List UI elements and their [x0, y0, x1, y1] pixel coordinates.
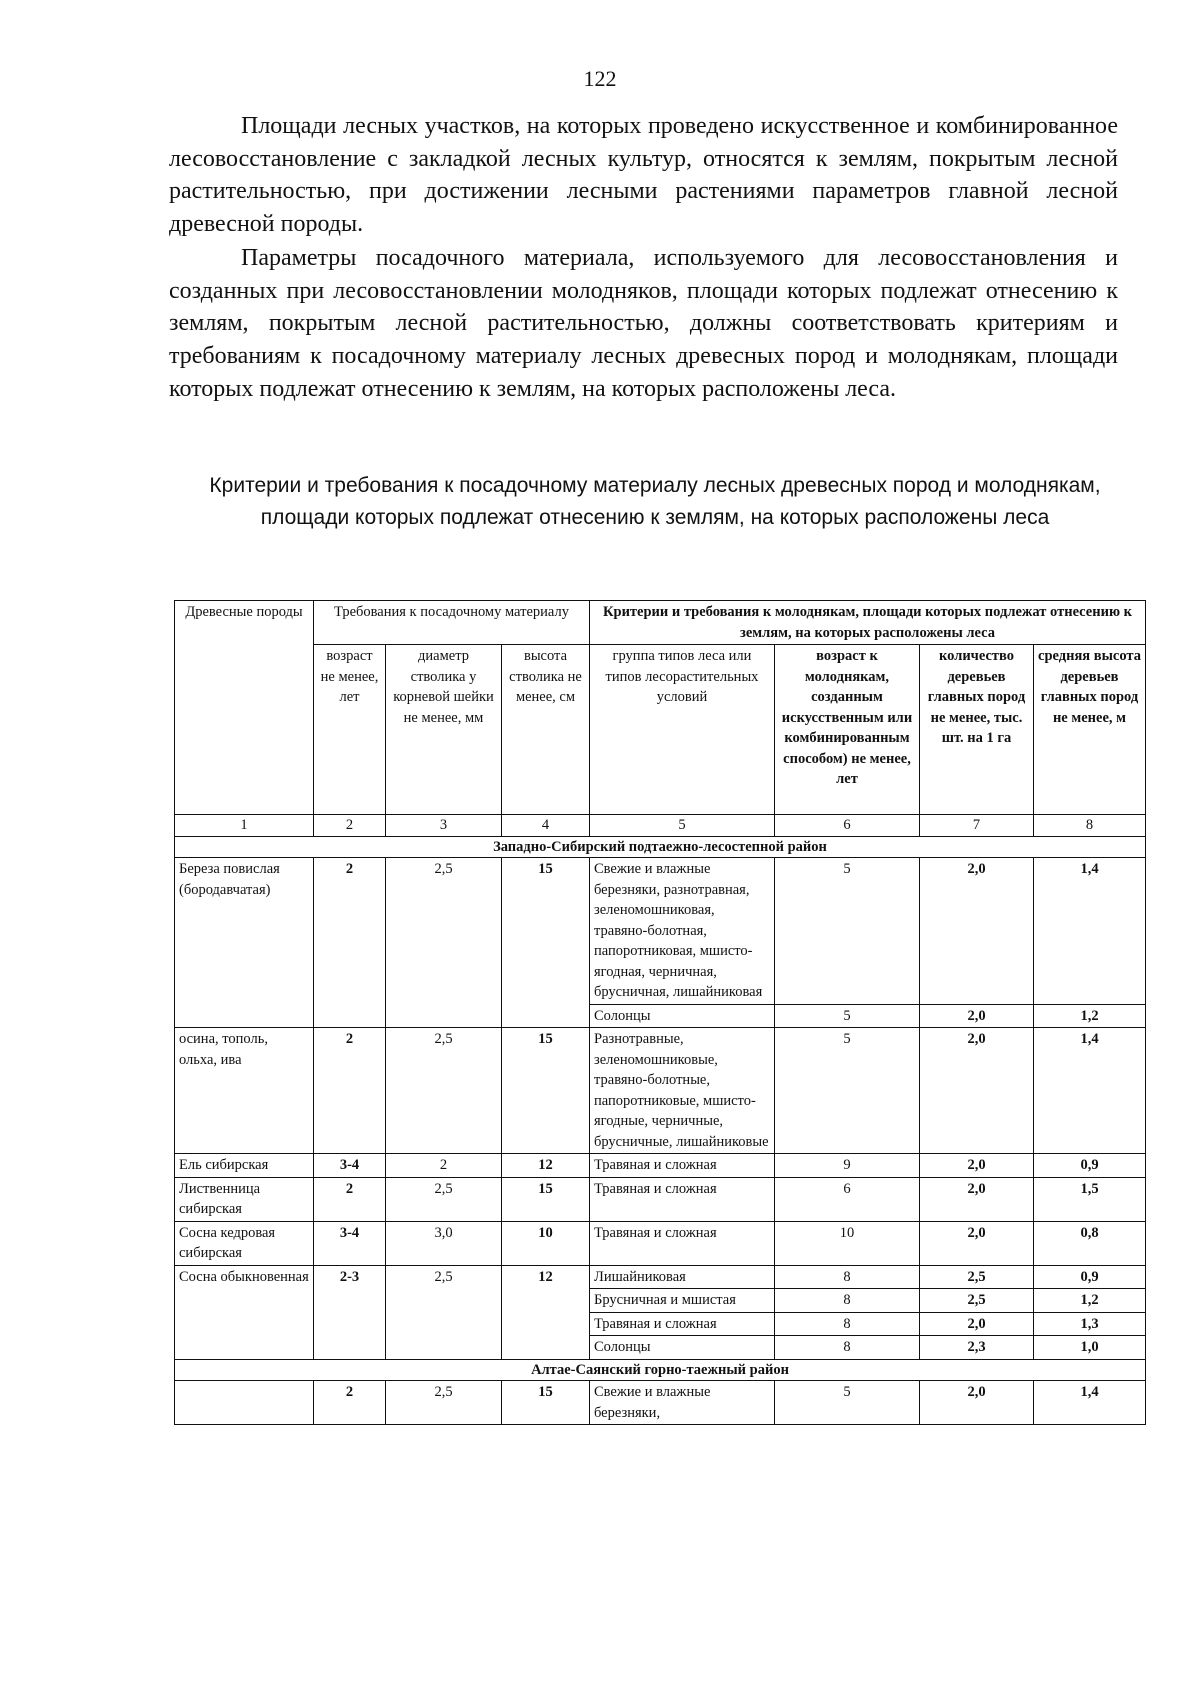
region-row	[175, 1359, 1146, 1381]
mean-height-cell: 1,5	[1034, 1177, 1146, 1221]
header-col-3: диаметр стволика у корневой шейки не менее, мм	[386, 645, 502, 815]
header-col-5: группа типов леса или типов лесорастительных условий	[590, 645, 775, 815]
tree-count-cell: 2,0	[920, 1177, 1034, 1221]
tree-count-cell: 2,5	[920, 1265, 1034, 1289]
tree-count-cell: 2,0	[920, 1004, 1034, 1028]
forest-type-cell: Свежие и влажные березняки, разнотравная, зеленомошниковая, травяно-болотная, папоротниковая, мшисто-ягодная, черничная, брусничная, лишайниковая	[590, 858, 775, 1005]
seedling-height-cell: 15	[502, 1381, 590, 1425]
stand-age-cell: 5	[775, 1004, 920, 1028]
forest-type-cell: Травяная и сложная	[590, 1154, 775, 1178]
stand-age-cell: 8	[775, 1289, 920, 1313]
col-number: 4	[502, 815, 590, 837]
stand-age-cell: 5	[775, 1381, 920, 1425]
seedling-height-cell: 15	[502, 1177, 590, 1221]
species-cell	[175, 1381, 314, 1425]
header-species: Древесные породы	[175, 601, 314, 815]
table-title: Критерии и требования к посадочному материалу лесных древесных пород и молоднякам, площади которых подлежат отнесению к землям, на которых расположены леса	[209, 474, 1101, 529]
seedling-age-cell: 3-4	[314, 1154, 386, 1178]
col-number: 6	[775, 815, 920, 837]
seedling-diameter-cell: 2,5	[386, 1381, 502, 1425]
header-col-7: количество деревьев главных пород не менее, тыс. шт. на 1 га	[920, 645, 1034, 815]
col-number: 8	[1034, 815, 1146, 837]
table-row	[175, 1154, 1146, 1178]
paragraph-text: Параметры посадочного материала, используемого для лесовосстановления и созданных при лесовосстановлении молодняков, площади которых подлежат отнесению к землям, покрытым лесной растительностью, должны соответствовать критериям и требованиям к посадочному материалу лесных древесных пород и молоднякам, площади которых подлежат отнесению к землям, на которых расположены леса.	[169, 245, 1118, 402]
stand-age-cell: 5	[775, 1028, 920, 1154]
stand-age-cell: 10	[775, 1221, 920, 1265]
col-number: 7	[920, 815, 1034, 837]
seedling-age-cell: 2-3	[314, 1265, 386, 1359]
col-number: 3	[386, 815, 502, 837]
seedling-height-cell: 12	[502, 1154, 590, 1178]
header-col-8: средняя высота деревьев главных пород не менее, м	[1034, 645, 1146, 815]
seedling-height-cell: 15	[502, 858, 590, 1028]
stand-age-cell: 8	[775, 1336, 920, 1360]
header-col-6: возраст к молоднякам, созданным искусственным или комбинированным способом) не менее, лет	[775, 645, 920, 815]
forest-type-cell: Брусничная и мшистая	[590, 1289, 775, 1313]
seedling-diameter-cell: 2,5	[386, 1028, 502, 1154]
species-cell: Лиственница сибирская	[175, 1177, 314, 1221]
region-row	[175, 836, 1146, 858]
criteria-table	[174, 600, 1146, 1425]
forest-type-cell: Лишайниковая	[590, 1265, 775, 1289]
table-row	[175, 1381, 1146, 1425]
region-name: Западно-Сибирский подтаежно-лесостепной район	[175, 836, 1146, 858]
col-number: 5	[590, 815, 775, 837]
forest-type-cell: Солонцы	[590, 1336, 775, 1360]
mean-height-cell: 0,9	[1034, 1265, 1146, 1289]
region-name: Алтае-Саянский горно-таежный район	[175, 1359, 1146, 1381]
mean-height-cell: 1,4	[1034, 1381, 1146, 1425]
seedling-height-cell: 15	[502, 1028, 590, 1154]
forest-type-cell: Травяная и сложная	[590, 1312, 775, 1336]
table-row	[175, 1221, 1146, 1265]
stand-age-cell: 9	[775, 1154, 920, 1178]
forest-type-cell: Свежие и влажные березняки,	[590, 1381, 775, 1425]
seedling-age-cell: 2	[314, 1381, 386, 1425]
mean-height-cell: 0,9	[1034, 1154, 1146, 1178]
tree-count-cell: 2,0	[920, 1028, 1034, 1154]
seedling-age-cell: 2	[314, 1028, 386, 1154]
tree-count-cell: 2,0	[920, 1221, 1034, 1265]
seedling-age-cell: 2	[314, 1177, 386, 1221]
seedling-height-cell: 10	[502, 1221, 590, 1265]
seedling-diameter-cell: 2	[386, 1154, 502, 1178]
tree-count-cell: 2,0	[920, 858, 1034, 1005]
seedling-height-cell: 12	[502, 1265, 590, 1359]
stand-age-cell: 8	[775, 1265, 920, 1289]
species-cell: Сосна кедровая сибирская	[175, 1221, 314, 1265]
species-cell: осина, тополь, ольха, ива	[175, 1028, 314, 1154]
stand-age-cell: 5	[775, 858, 920, 1005]
forest-type-cell: Травяная и сложная	[590, 1177, 775, 1221]
page-number: 122	[583, 66, 617, 91]
mean-height-cell: 1,4	[1034, 858, 1146, 1005]
col-number: 1	[175, 815, 314, 837]
mean-height-cell: 1,0	[1034, 1336, 1146, 1360]
paragraph-2	[169, 242, 1118, 406]
species-cell: Сосна обыкновенная	[175, 1265, 314, 1359]
stand-age-cell: 8	[775, 1312, 920, 1336]
seedling-diameter-cell: 3,0	[386, 1221, 502, 1265]
paragraph-text: Площади лесных участков, на которых проведено искусственное и комбинированное лесовосстановление с закладкой лесных культур, относятся к землям, покрытым лесной растительностью, при достижении лесными растениями параметров главной лесной древесной породы.	[169, 113, 1118, 238]
mean-height-cell: 0,8	[1034, 1221, 1146, 1265]
header-young-stands: Критерии и требования к молоднякам, площади которых подлежат отнесению к землям, на которых расположены леса	[590, 601, 1146, 645]
tree-count-cell: 2,0	[920, 1312, 1034, 1336]
seedling-diameter-cell: 2,5	[386, 1177, 502, 1221]
forest-type-cell: Разнотравные, зеленомошниковые, травяно-болотные, папоротниковые, мшисто-ягодные, черничные, брусничные, лишайниковые	[590, 1028, 775, 1154]
mean-height-cell: 1,3	[1034, 1312, 1146, 1336]
stand-age-cell: 6	[775, 1177, 920, 1221]
forest-type-cell: Солонцы	[590, 1004, 775, 1028]
seedling-age-cell: 2	[314, 858, 386, 1028]
seedling-diameter-cell: 2,5	[386, 1265, 502, 1359]
tree-count-cell: 2,5	[920, 1289, 1034, 1313]
seedling-diameter-cell: 2,5	[386, 858, 502, 1028]
paragraph-1	[169, 110, 1118, 241]
tree-count-cell: 2,0	[920, 1154, 1034, 1178]
header-planting-material: Требования к посадочному материалу	[314, 601, 590, 645]
table-row	[175, 1265, 1146, 1289]
forest-type-cell: Травяная и сложная	[590, 1221, 775, 1265]
table-row	[175, 1177, 1146, 1221]
tree-count-cell: 2,0	[920, 1381, 1034, 1425]
table-row	[175, 858, 1146, 1005]
table-row	[175, 1028, 1146, 1154]
header-col-4: высота стволика не менее, см	[502, 645, 590, 815]
mean-height-cell: 1,2	[1034, 1004, 1146, 1028]
mean-height-cell: 1,4	[1034, 1028, 1146, 1154]
header-col-2: возраст не менее, лет	[314, 645, 386, 815]
species-cell: Ель сибирская	[175, 1154, 314, 1178]
species-cell: Береза повислая (бородавчатая)	[175, 858, 314, 1028]
col-number: 2	[314, 815, 386, 837]
seedling-age-cell: 3-4	[314, 1221, 386, 1265]
mean-height-cell: 1,2	[1034, 1289, 1146, 1313]
column-numbers-row	[175, 815, 1146, 837]
tree-count-cell: 2,3	[920, 1336, 1034, 1360]
